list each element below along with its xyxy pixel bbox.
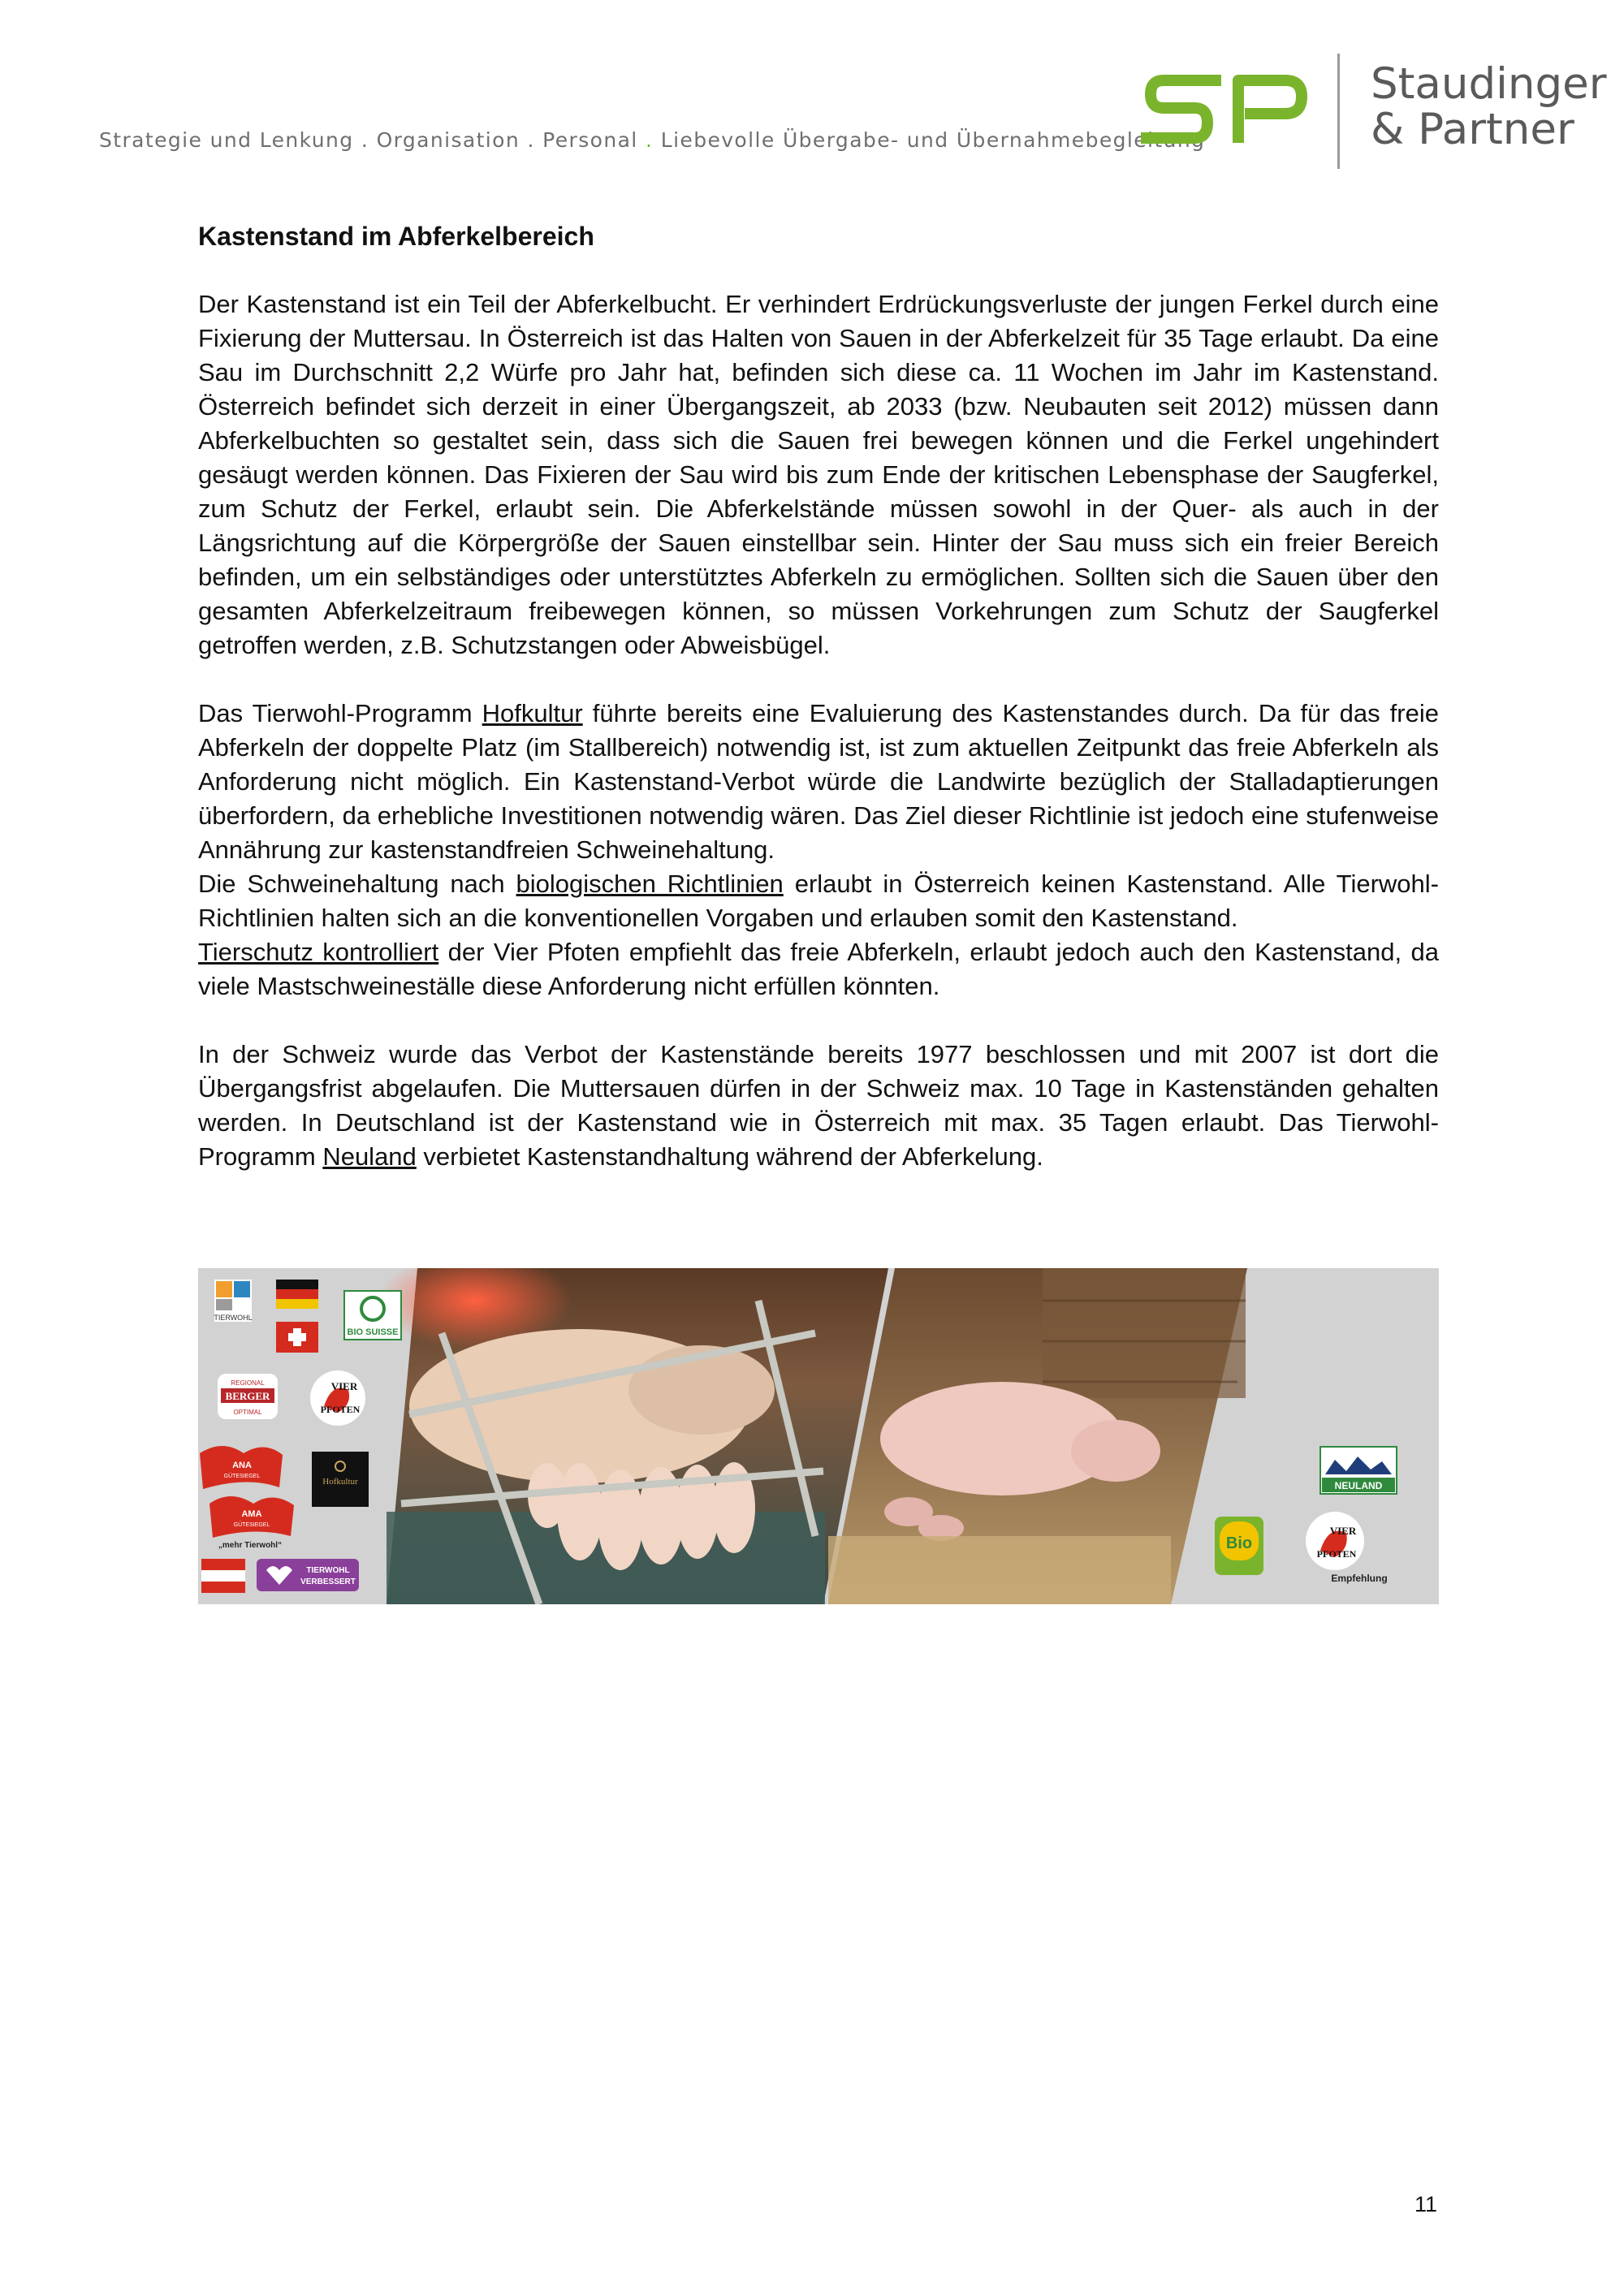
- svg-text:VIER: VIER: [330, 1380, 358, 1392]
- paragraph-schweiz: [198, 1038, 1439, 1174]
- comparison-figure: [198, 1268, 1439, 1604]
- paragraph-hofkultur: [198, 697, 1439, 867]
- svg-text:BIO SUISSE: BIO SUISSE: [347, 1327, 399, 1337]
- svg-text:Hofkultur: Hofkultur: [322, 1477, 358, 1487]
- svg-text:GÜTESIEGEL: GÜTESIEGEL: [223, 1474, 261, 1479]
- link-tierschutz-kontrolliert[interactable]: Tierschutz kontrolliert: [198, 938, 439, 966]
- paragraph-biologisch: [198, 867, 1439, 935]
- berger-logo: [218, 1374, 278, 1419]
- svg-text:VIER: VIER: [1329, 1525, 1357, 1537]
- tierwohl-logo: [214, 1280, 252, 1322]
- bio-logo: [1215, 1517, 1263, 1575]
- tagline-separator: .: [361, 128, 369, 152]
- svg-text:BERGER: BERGER: [225, 1390, 270, 1402]
- right-logo-cluster: [1215, 1447, 1397, 1584]
- page-number: 11: [1415, 2192, 1438, 2216]
- paragraph-text: verbietet Kastenstandhaltung während der Abferkelung.: [416, 1142, 1043, 1171]
- tagline-separator-accent: .: [646, 128, 654, 152]
- paragraph-text: Das Tierwohl-Programm: [198, 699, 482, 727]
- svg-text:ANA: ANA: [232, 1461, 252, 1470]
- section-title: Kastenstand im Abferkelbereich: [198, 222, 594, 251]
- paragraph-text: Die Schweinehaltung nach: [198, 870, 516, 898]
- svg-text:„mehr Tierwohl“: „mehr Tierwohl“: [218, 1541, 283, 1550]
- svg-text:GÜTESIEGEL: GÜTESIEGEL: [233, 1522, 270, 1528]
- svg-text:REGIONAL: REGIONAL: [231, 1379, 265, 1387]
- svg-text:Bio: Bio: [1225, 1534, 1253, 1552]
- tagline-part-3: Personal: [542, 128, 638, 152]
- paragraph-text: erlaubt in Österreich keinen Kastenstand. Alle Tierwohl-Richtlinien halten sich an die konventionellen Vorgaben und erlauben somit den Kastenstand.: [198, 870, 1440, 932]
- photo-freies-abferkeln: [828, 1268, 1247, 1604]
- link-biologische-richtlinien[interactable]: biologischen Richtlinien: [516, 870, 784, 898]
- tagline-separator: .: [527, 128, 535, 152]
- logo-company-name: [1371, 59, 1607, 154]
- svg-text:NEULAND: NEULAND: [1334, 1480, 1383, 1491]
- photo-kastenstand: [377, 1268, 888, 1604]
- flag-germany-icon: [276, 1280, 318, 1309]
- svg-text:VERBESSERT: VERBESSERT: [300, 1577, 356, 1586]
- paragraph-tierschutz: [198, 935, 1439, 1003]
- svg-text:Empfehlung: Empfehlung: [1331, 1573, 1388, 1584]
- vier-pfoten-logo: [310, 1370, 365, 1426]
- ana-guetesiegel-logo: [200, 1446, 283, 1489]
- ama-guetesiegel-logo: [209, 1496, 294, 1550]
- svg-text:OPTIMAL: OPTIMAL: [233, 1409, 262, 1416]
- paragraph-text: führte bereits eine Evaluierung des Kastenstandes durch. Da für das freie Abferkeln der doppelte Platz (im Stallbereich) notwendig ist, ist zum aktuellen Zeitpunkt das freie Abferkeln als Anforderung nicht möglich. Ein Kastenstand-Verbot würde die Landwirte bezüglich der Stalladaptierungen überfordern, da erhebliche Investitionen notwendig wären. Das Ziel dieser Richtlinie ist jedoch eine stufenweise Annährung zur kastenstandfreien Schweinehaltung.: [198, 699, 1439, 864]
- tierwohl-verbessert-logo: [257, 1559, 359, 1591]
- link-hofkultur[interactable]: Hofkultur: [482, 699, 583, 727]
- logo-name-line-1: Staudinger: [1371, 59, 1607, 109]
- neuland-logo: [1320, 1447, 1397, 1494]
- paragraph-kastenstand-intro: Der Kastenstand ist ein Teil der Abferkelbucht. Er verhindert Erdrückungsverluste der jungen Ferkel durch eine Fixierung der Muttersau. In Österreich ist das Halten von Sauen in der Abferkelzeit für 35 Tage erlaubt. Da eine Sau im Durchschnitt 2,2 Würfe pro Jahr hat, befinden sich diese ca. 11 Wochen im Jahr im Kastenstand. Österreich befindet sich derzeit in einer Übergangszeit, ab 2033 (bzw. Neubauten seit 2012) müssen dann Abferkelbuchten so gestaltet sein, dass sich die Sauen frei bewegen können und die Ferkel ungehindert gesäugt werden können. Das Fixieren der Sau wird bis zum Ende der kritischen Lebensphase der Saugferkel, zum Schutz der Ferkel, erlaubt sein. Die Abferkelstände müssen sowohl in der Quer- als auch in der Längsrichtung auf die Körpergröße der Sauen einstellbar sein. Hinter der Sau muss sich ein freier Bereich befinden, um ein selbständiges oder unterstütztes Abferkeln zu ermöglichen. Sollten sich die Sauen über den gesamten Abferkelzeitraum freibewegen können, so müssen Vorkehrungen zum Schutz der Saugferkel getroffen werden, z.B. Schutzstangen oder Abweisbügel.: [198, 290, 1439, 659]
- tagline-part-2: Organisation: [376, 128, 520, 152]
- logo-divider: [1337, 54, 1340, 169]
- tagline-part-4: Liebevolle Übergabe- und Übernahmebegleitung: [660, 128, 1206, 152]
- paragraph-text: In der Schweiz wurde das Verbot der Kastenstände bereits 1977 beschlossen und mit 2007 ist dort die Übergangsfrist abgelaufen. Die Muttersauen dürfen in der Schweiz max. 10 Tage in Kastenständen gehalten werden. In Deutschland ist der Kastenstand wie in Österreich mit max. 35 Tagen erlaubt. Das Tierwohl-Programm: [198, 1040, 1439, 1171]
- svg-text:PFOTEN: PFOTEN: [320, 1404, 361, 1415]
- biosuisse-logo: [344, 1291, 401, 1340]
- figure-graphic: [198, 1268, 1439, 1604]
- svg-text:PFOTEN: PFOTEN: [1316, 1548, 1357, 1560]
- paragraph-text: der Vier Pfoten empfiehlt das freie Abferkeln, erlaubt jedoch auch den Kastenstand, da viele Mastschweineställe diese Anforderung nicht erfüllen könnten.: [198, 938, 1439, 1000]
- flag-austria-icon: [201, 1559, 245, 1593]
- left-logo-cluster: [200, 1280, 401, 1593]
- hofkultur-logo: [312, 1452, 369, 1507]
- svg-text:TIERWOHL: TIERWOHL: [306, 1566, 350, 1575]
- article-body: [198, 219, 1439, 1208]
- link-neuland[interactable]: Neuland: [322, 1142, 417, 1171]
- svg-text:TIERWOHL: TIERWOHL: [214, 1314, 253, 1322]
- svg-text:AMA: AMA: [241, 1509, 262, 1519]
- logo-name-line-2: & Partner: [1371, 105, 1574, 154]
- header-tagline: [99, 128, 1205, 152]
- tagline-part-1: Strategie und Lenkung: [99, 128, 354, 152]
- flag-switzerland-icon: [276, 1322, 318, 1353]
- sp-logo-mark: [1141, 70, 1307, 151]
- vier-pfoten-empfehlung-logo: [1306, 1512, 1388, 1584]
